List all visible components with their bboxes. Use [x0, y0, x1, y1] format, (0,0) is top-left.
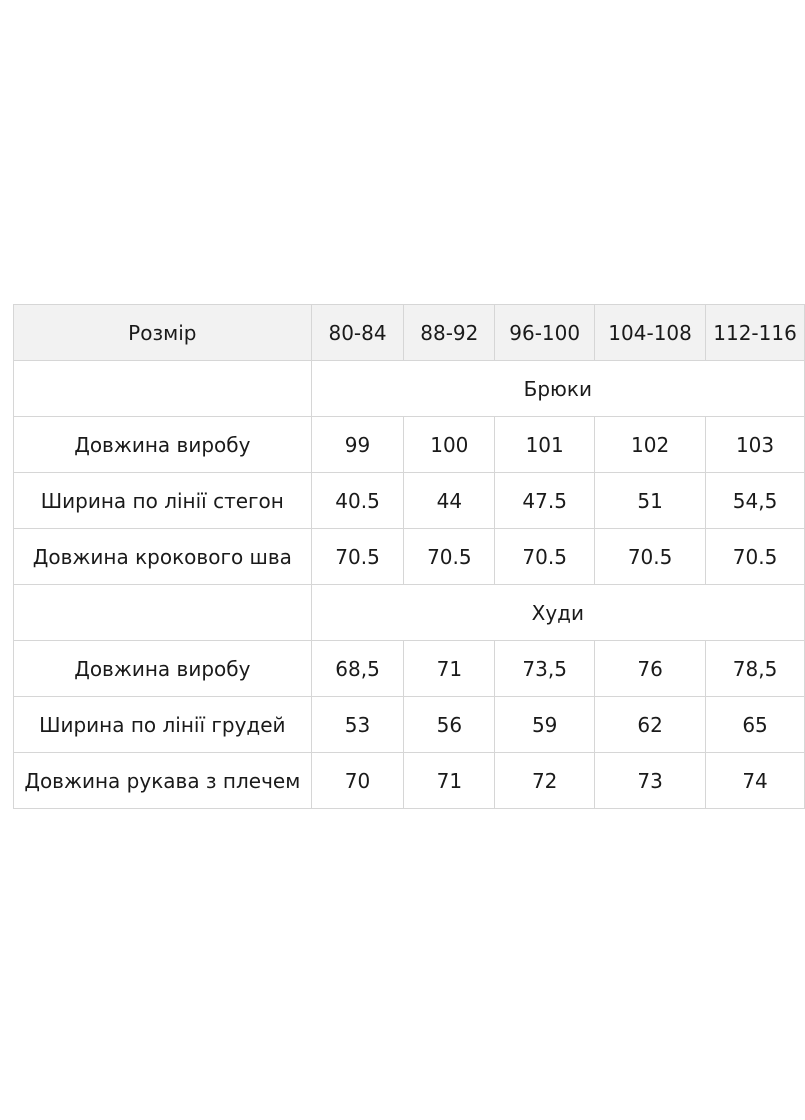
header-size: 96-100	[495, 305, 595, 361]
cell-value: 40.5	[311, 473, 404, 529]
cell-value: 51	[595, 473, 706, 529]
cell-value: 54,5	[706, 473, 805, 529]
cell-value: 56	[404, 697, 495, 753]
cell-value: 70.5	[404, 529, 495, 585]
table-row	[14, 697, 805, 753]
cell-value: 59	[495, 697, 595, 753]
cell-value: 100	[404, 417, 495, 473]
row-label: Довжина виробу	[14, 641, 312, 697]
cell-value: 73	[595, 753, 706, 809]
cell-value: 101	[495, 417, 595, 473]
row-label: Довжина рукава з плечем	[14, 753, 312, 809]
row-label: Ширина по лінії стегон	[14, 473, 312, 529]
cell-value: 102	[595, 417, 706, 473]
cell-value: 73,5	[495, 641, 595, 697]
cell-value: 99	[311, 417, 404, 473]
table-header-row	[14, 305, 805, 361]
header-size: 112-116	[706, 305, 805, 361]
cell-value: 44	[404, 473, 495, 529]
cell-value: 68,5	[311, 641, 404, 697]
section-row-pants	[14, 361, 805, 417]
section-title: Брюки	[311, 361, 804, 417]
cell-value: 74	[706, 753, 805, 809]
table-row	[14, 417, 805, 473]
cell-value: 70.5	[311, 529, 404, 585]
cell-value: 103	[706, 417, 805, 473]
header-label: Розмір	[14, 305, 312, 361]
cell-value: 70.5	[495, 529, 595, 585]
section-spacer	[14, 585, 312, 641]
section-spacer	[14, 361, 312, 417]
cell-value: 65	[706, 697, 805, 753]
cell-value: 71	[404, 641, 495, 697]
cell-value: 71	[404, 753, 495, 809]
header-size: 88-92	[404, 305, 495, 361]
cell-value: 72	[495, 753, 595, 809]
section-row-hoodie	[14, 585, 805, 641]
table-row	[14, 529, 805, 585]
cell-value: 70	[311, 753, 404, 809]
table-row	[14, 641, 805, 697]
cell-value: 70.5	[706, 529, 805, 585]
table-row	[14, 753, 805, 809]
header-size: 104-108	[595, 305, 706, 361]
cell-value: 62	[595, 697, 706, 753]
section-title: Худи	[311, 585, 804, 641]
row-label: Довжина крокового шва	[14, 529, 312, 585]
row-label: Довжина виробу	[14, 417, 312, 473]
cell-value: 76	[595, 641, 706, 697]
cell-value: 47.5	[495, 473, 595, 529]
cell-value: 78,5	[706, 641, 805, 697]
header-size: 80-84	[311, 305, 404, 361]
size-chart-table	[13, 304, 805, 809]
table-row	[14, 473, 805, 529]
row-label: Ширина по лінії грудей	[14, 697, 312, 753]
cell-value: 53	[311, 697, 404, 753]
cell-value: 70.5	[595, 529, 706, 585]
